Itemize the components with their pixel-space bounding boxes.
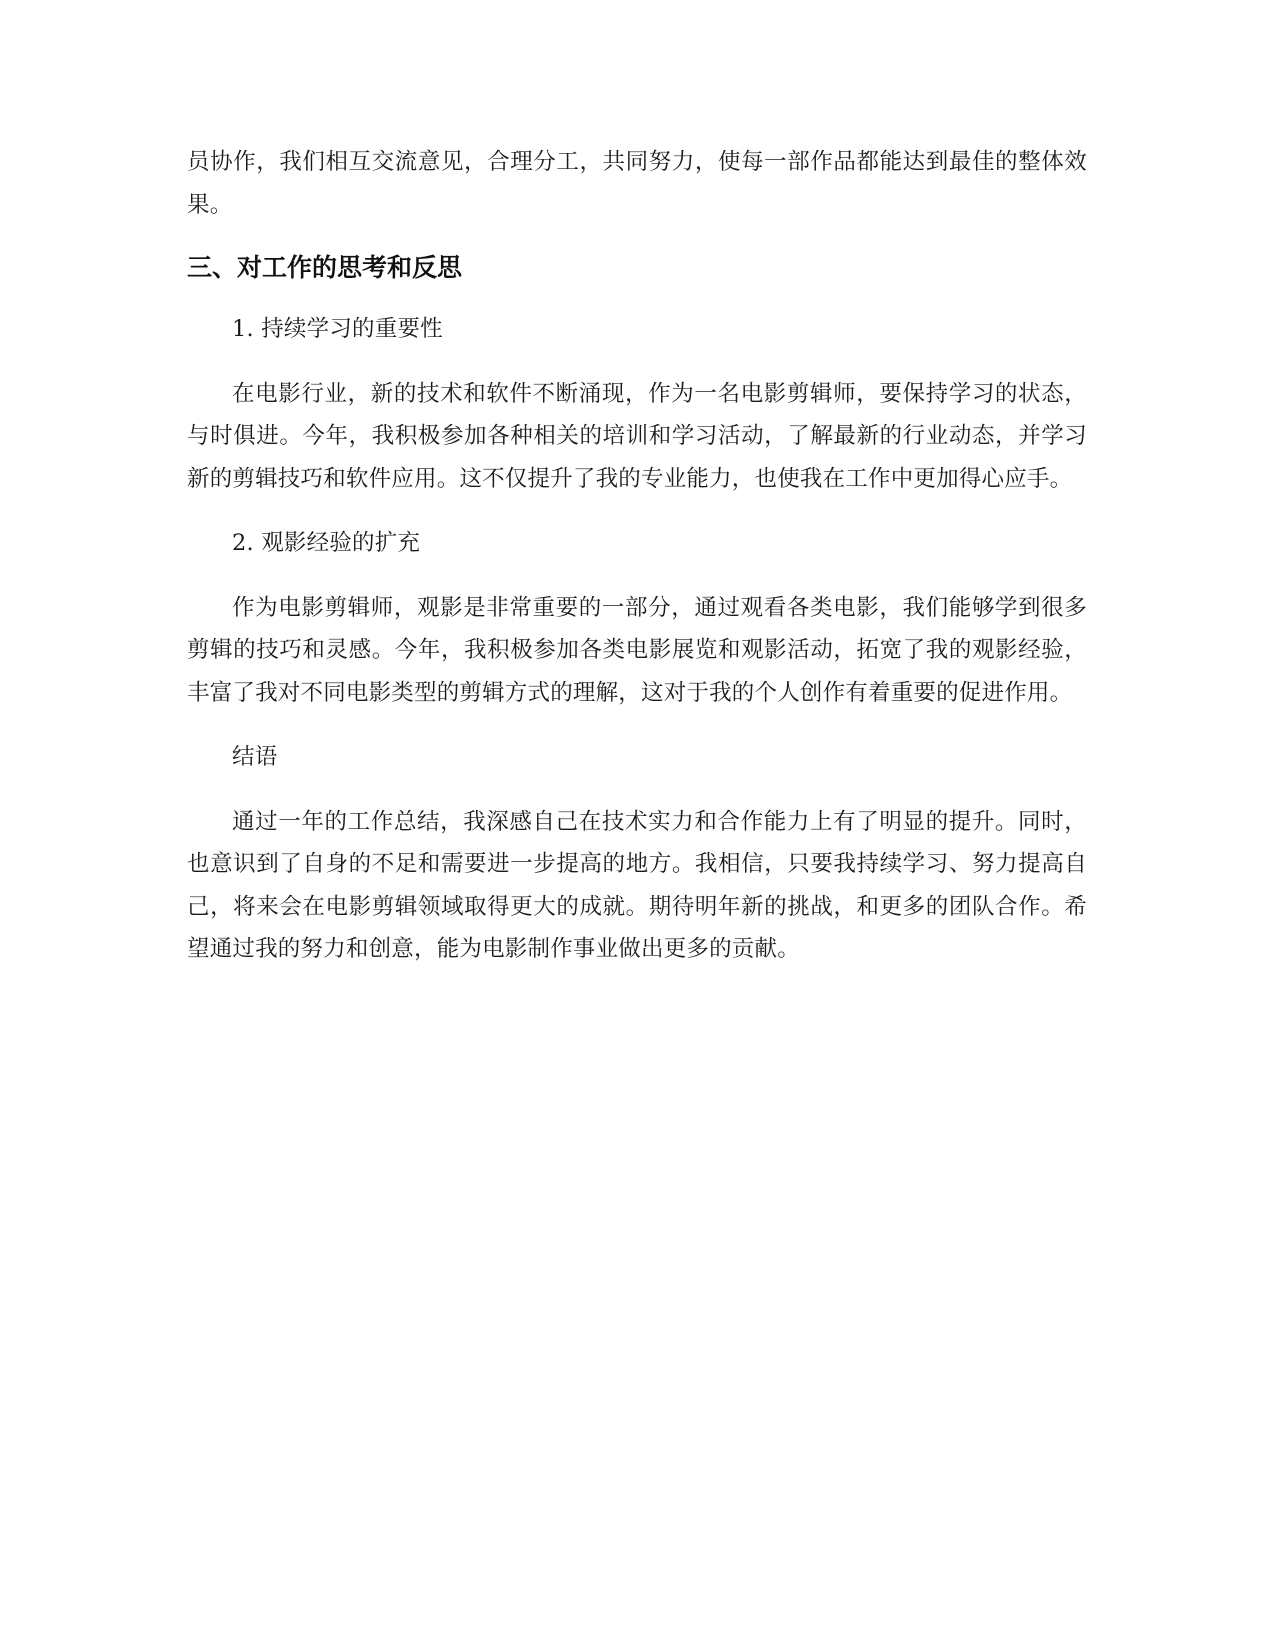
conclusion-paragraph: 通过一年的工作总结，我深感自己在技术实力和合作能力上有了明显的提升。同时，也意识到了自身的不足和需要进一步提高的地方。我相信，只要我持续学习、努力提高自己，将来会在电影剪辑领域取得更大的成就。期待明年新的挑战，和更多的团队合作。希望通过我的努力和创意，能为电影制作事业做出更多的贡献。	[187, 808, 1087, 962]
subsection-title-1: 1. 持续学习的重要性	[232, 316, 443, 342]
subsection-paragraph-2: 作为电影剪辑师，观影是非常重要的一部分，通过观看各类电影，我们能够学到很多剪辑的技巧和灵感。今年，我积极参加各类电影展览和观影活动，拓宽了我的观影经验，丰富了我对不同电影类型的剪辑方式的理解，这对于我的个人创作有着重要的促进作用。	[187, 594, 1087, 706]
intro-paragraph: 员协作，我们相互交流意见，合理分工，共同努力，使每一部作品都能达到最佳的整体效果。	[187, 149, 1087, 218]
section-heading: 三、对工作的思考和反思	[187, 253, 463, 282]
subsection-paragraph-1: 在电影行业，新的技术和软件不断涌现，作为一名电影剪辑师，要保持学习的状态，与时俱进。今年，我积极参加各种相关的培训和学习活动，了解最新的行业动态，并学习新的剪辑技巧和软件应用。这不仅提升了我的专业能力，也使我在工作中更加得心应手。	[187, 380, 1087, 492]
subsection-title-2: 2. 观影经验的扩充	[232, 530, 421, 556]
document-body	[187, 141, 1087, 971]
conclusion-title: 结语	[232, 744, 278, 770]
